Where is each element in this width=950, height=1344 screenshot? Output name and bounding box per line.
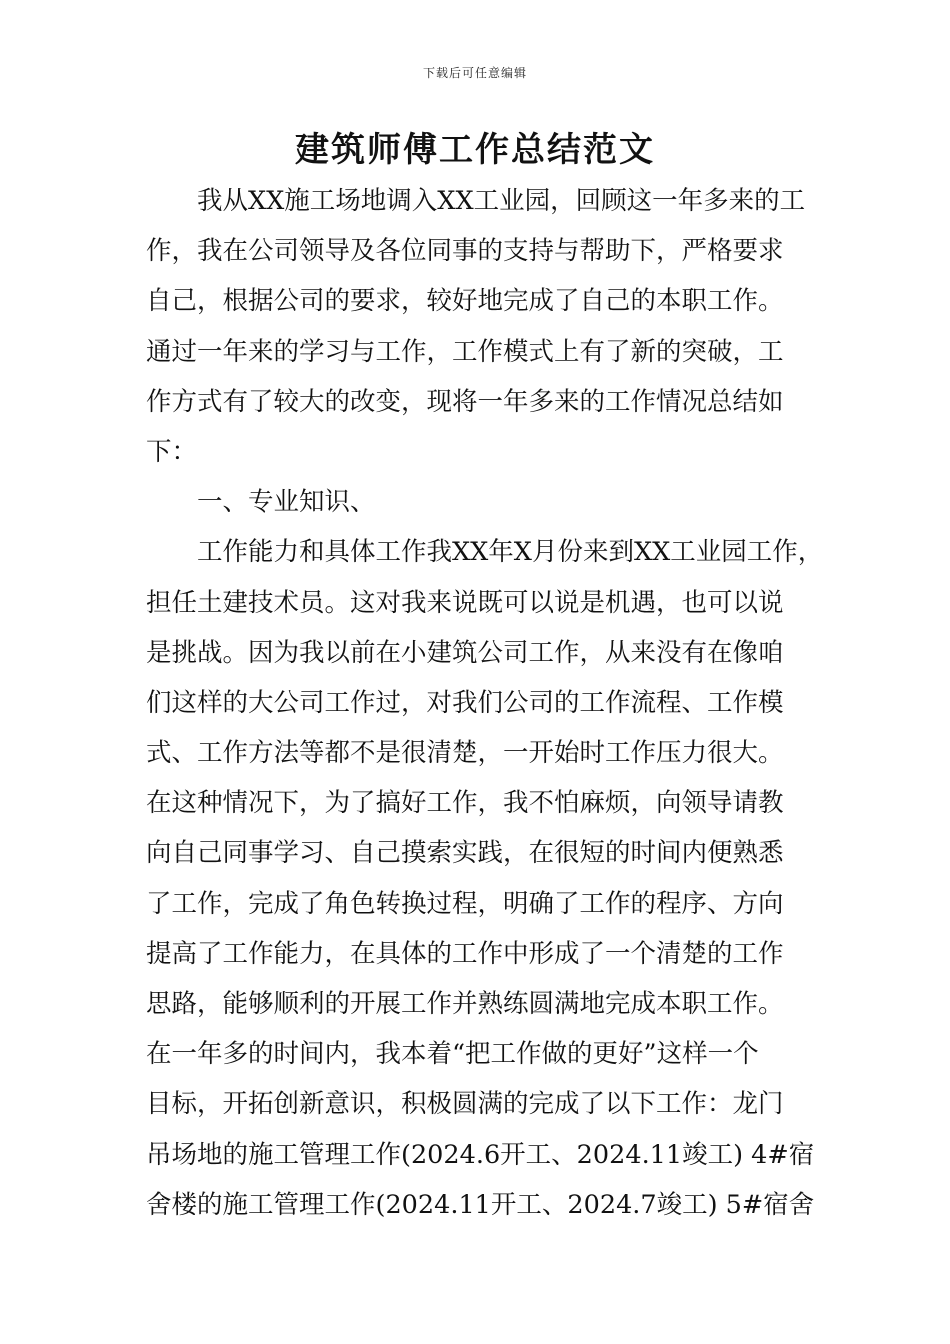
paragraph-line: 下： <box>146 436 198 467</box>
paragraph-line: 舍楼的施工管理工作(2024.11开工、2024.7竣工) 5#宿舍 <box>146 1189 815 1220</box>
document-body <box>146 176 824 1230</box>
paragraph-line: 提高了工作能力，在具体的工作中形成了一个清楚的工作 <box>146 938 784 969</box>
paragraph-line: 自己，根据公司的要求，较好地完成了自己的本职工作。 <box>146 286 784 317</box>
paragraph-line: 向自己同事学习、自己摸索实践，在很短的时间内便熟悉 <box>146 838 784 869</box>
header-note: 下载后可任意编辑 <box>422 66 527 80</box>
paragraph-line: 思路，能够顺利的开展工作并熟练圆满地完成本职工作。 <box>146 989 784 1019</box>
paragraph-line: 吊场地的施工管理工作(2024.6开工、2024.11竣工) 4#宿 <box>146 1139 815 1170</box>
paragraph-line: 在这种情况下，为了搞好工作，我不怕麻烦，向领导请教 <box>146 788 784 819</box>
paragraph-line: 通过一年来的学习与工作，工作模式上有了新的突破，工 <box>146 336 784 367</box>
paragraph-line: 作，我在公司领导及各位同事的支持与帮助下，严格要求 <box>146 236 784 267</box>
paragraph-line: 在一年多的时间内，我本着“把工作做的更好”这样一个 <box>146 1039 759 1070</box>
paragraph-line: 是挑战。因为我以前在小建筑公司工作，从来没有在像咱 <box>146 637 784 668</box>
paragraph-line: 工作能力和具体工作我XX年X月份来到XX工业园工作， <box>197 537 824 568</box>
paragraph-line: 目标，开拓创新意识，积极圆满的完成了以下工作：龙门 <box>146 1089 784 1120</box>
paragraph-line: 担任土建技术员。这对我来说既可以说是机遇，也可以说 <box>146 587 784 618</box>
paragraph-line: 我从XX施工场地调入XX工业园，回顾这一年多来的工 <box>197 186 806 216</box>
section-heading: 一、专业知识、 <box>197 487 376 518</box>
paragraph-line: 式、工作方法等都不是很清楚，一开始时工作压力很大。 <box>146 738 784 769</box>
document-title: 建筑师傅工作总结范文 <box>295 130 655 170</box>
paragraph-line: 们这样的大公司工作过，对我们公司的工作流程、工作模 <box>146 687 784 718</box>
paragraph-line: 了工作，完成了角色转换过程，明确了工作的程序、方向 <box>146 888 784 919</box>
paragraph-line: 作方式有了较大的改变，现将一年多来的工作情况总结如 <box>146 386 784 417</box>
